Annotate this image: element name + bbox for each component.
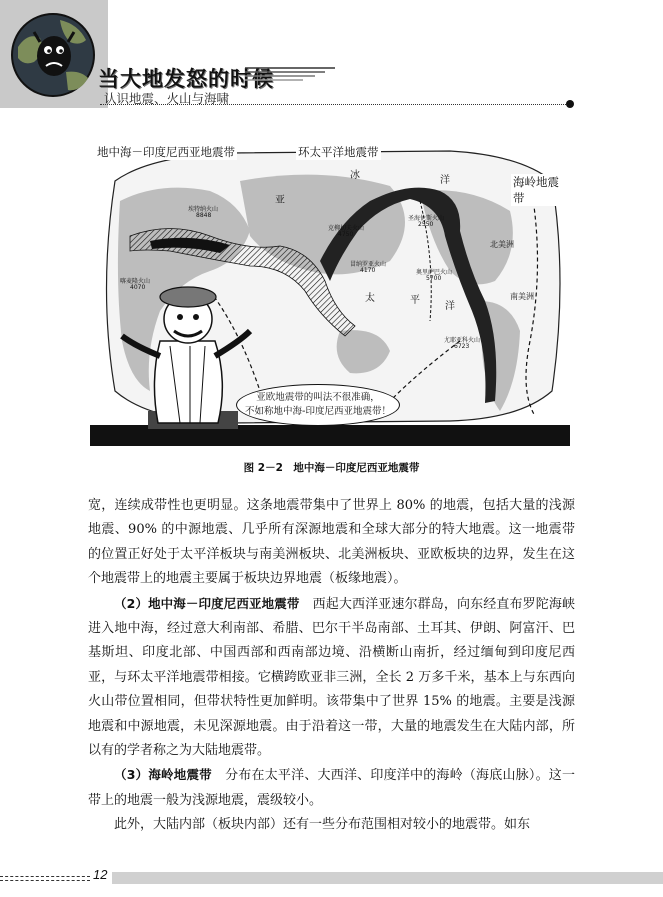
figure-caption: 图 2－2 地中海－印度尼西亚地震带	[243, 462, 420, 474]
paragraph-4: 此外，大陆内部（板块内部）还有一些分布范围相对较小的地震带。如东	[114, 817, 531, 833]
volcano-llullaillaco-height: 6723	[454, 343, 470, 350]
paragraph-2	[88, 592, 575, 764]
label-arctic-2: 洋	[440, 175, 450, 186]
speech-bubble	[236, 384, 400, 426]
paragraph-2-lead: （2）地中海－印度尼西亚地震带	[114, 595, 300, 611]
earthquake-belt-figure	[90, 141, 570, 446]
book-subtitle: 认识地震、火山与海啸	[104, 91, 230, 106]
volcano-st-helens: 圣海伦斯火山	[408, 215, 445, 222]
volcano-mauna-loa-height: 4170	[360, 267, 376, 274]
mediterranean-belt-label: 地中海－印度尼西亚地震带	[97, 145, 235, 159]
ridge-belt-label: 海岭地震带	[511, 174, 570, 206]
label-asia: 亚	[275, 195, 285, 206]
volcano-llullaillaco: 尤耶亚科火山	[444, 337, 481, 344]
speech-bubble-line-1: 亚欧地震带的叫法不很准确，	[256, 392, 380, 403]
speed-lines-decoration	[245, 66, 335, 84]
volcano-orizaba-height: 5700	[426, 275, 442, 282]
rule-end-dot	[566, 100, 574, 108]
volcano-kliuchevskoi-height: 4750	[338, 231, 354, 238]
label-pacific-1: 太	[365, 293, 375, 304]
speech-bubble-line-2: 不如称地中海-印度尼西亚地震带！	[245, 406, 391, 417]
footer-gray-bar	[112, 872, 663, 884]
book-title: 当大地发怒的时候	[98, 67, 274, 91]
volcano-orizaba: 奥里萨巴火山	[416, 269, 453, 276]
globe-mascot-icon	[10, 12, 96, 98]
label-arctic-1: 冰	[350, 170, 360, 181]
paragraph-3	[88, 763, 575, 813]
paragraph-2-text: 西起大西洋亚速尔群岛，向东经直布罗陀海峡进入地中海，经过意大利南部、希腊、巴尔干半岛南部、土耳其、伊朗、阿富汗、巴基斯坦、印度北部、中国西部和西南部边境、沿横断山南折，经过缅甸到印度尼西亚，与环太平洋地震带相接。它横跨欧亚非三洲，全长 2 万多千米，基本上与东西向火山带位置相同，但带状特性更加鲜明。该带集中了世界 15% 的地震。主要是浅源地震和中源地震，未见深源地震。由于沿着这一带，大量的地震发生在大陆内部，所以有的学者称之为大陆地震带。	[88, 596, 575, 759]
label-pacific-2: 平	[410, 295, 420, 306]
header-dotted-rule	[100, 104, 570, 105]
volcano-kliuchevskoi: 克柳切夫火山	[328, 225, 365, 232]
label-pacific-3: 洋	[445, 301, 455, 312]
pacific-belt-label: 环太平洋地震带	[298, 145, 379, 159]
label-south-america: 南美洲	[510, 292, 534, 301]
paragraph-3-text: 分布在太平洋、大西洋、印度洋中的海岭（海底山脉）。这一带上的地震一般为浅源地震，震级较小。	[88, 768, 575, 808]
paragraph-1: 宽，连续成带性也更明显。这条地震带集中了世界上 80% 的地震，包括大量的浅源地震、90% 的中源地震、几乎所有深源地震和全球大部分的特大地震。这一地震带的位置正好处于太平洋板块与南美洲板块、北美洲板块、亚欧板块的边界，发生在这个地震带上的地震主要属于板块边界地震（板缘地震）。	[88, 498, 575, 587]
footer-dashed-line-1	[0, 876, 90, 877]
paragraph-3-lead: （3）海岭地震带	[114, 767, 212, 783]
volcano-cameroon: 喀麦隆火山	[120, 278, 151, 285]
page-header	[0, 0, 663, 108]
label-north-america: 北美洲	[490, 240, 514, 249]
volcano-etna-height: 8848	[196, 212, 212, 219]
volcano-cameroon-height: 4070	[130, 284, 146, 291]
footer-dashed-line-2	[0, 880, 90, 881]
volcano-etna: 埃特纳火山	[188, 206, 219, 213]
page-number: 12	[93, 867, 108, 882]
volcano-mauna-loa: 冒纳罗亚火山	[350, 261, 387, 268]
body-text	[88, 494, 575, 838]
volcano-st-helens-height: 2550	[418, 221, 434, 228]
